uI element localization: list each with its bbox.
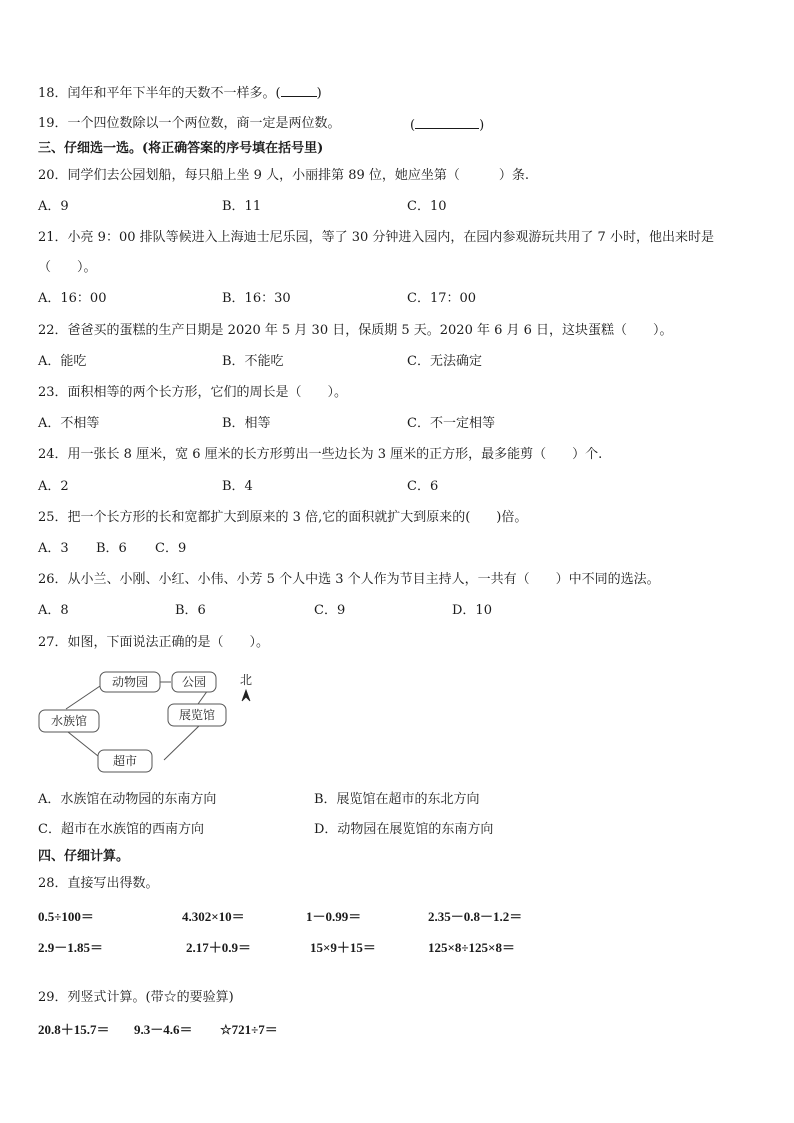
- supermarket-label: 超市: [112, 754, 138, 768]
- question-27: 27．如图，下面说法正确的是（ ）。: [38, 635, 270, 650]
- north-label: 北: [239, 673, 253, 687]
- question-22: 22．爸爸买的蛋糕的生产日期是 2020 年 5 月 30 日，保质期 5 天。2020 年 6 月 6 日，这块蛋糕（ ）。: [38, 323, 673, 338]
- answer-blank[interactable]: [415, 116, 479, 129]
- question-28: 28．直接写出得数。: [38, 876, 159, 891]
- option-a[interactable]: A．2: [38, 479, 69, 494]
- calc-item: 2.17＋0.9＝: [186, 940, 252, 955]
- option-b[interactable]: B．16：30: [222, 291, 291, 306]
- option-b[interactable]: B．11: [222, 199, 262, 214]
- question-21-line-2: （ ）。: [38, 260, 97, 275]
- option-a[interactable]: A．16：00: [38, 291, 107, 306]
- option-a[interactable]: A．能吃: [38, 354, 87, 369]
- answer-blank[interactable]: [281, 84, 317, 97]
- option-c[interactable]: C．9: [314, 603, 346, 618]
- question-19: [38, 116, 341, 132]
- calc-item: 125×8÷125×8＝: [428, 940, 515, 955]
- option-c[interactable]: C．超市在水族馆的西南方向: [38, 822, 204, 837]
- calc-item: 0.5÷100＝: [38, 909, 94, 924]
- question-29: 29．列竖式计算。(带☆的要验算): [38, 990, 234, 1005]
- option-d[interactable]: D．动物园在展览馆的东南方向: [314, 822, 494, 837]
- option-b[interactable]: B．相等: [222, 416, 271, 431]
- question-26: 26．从小兰、小刚、小红、小伟、小芳 5 个人中选 3 个人作为节目主持人，一共有（ ）中不同的选法。: [38, 572, 660, 587]
- option-b[interactable]: B．6: [175, 603, 206, 618]
- calc-item: 1－0.99＝: [306, 909, 362, 924]
- option-c[interactable]: C．6: [407, 479, 439, 494]
- option-c[interactable]: C．不一定相等: [407, 416, 495, 431]
- location-map-diagram: [36, 664, 266, 776]
- option-d[interactable]: D．10: [452, 603, 492, 618]
- option-b[interactable]: B．6: [96, 541, 127, 556]
- question-25: 25．把一个长方形的长和宽都扩大到原来的 3 倍,它的面积就扩大到原来的( )倍。: [38, 510, 528, 525]
- question-19-text: 19．一个四位数除以一个两位数，商一定是两位数。: [38, 116, 341, 131]
- option-c[interactable]: C．10: [407, 199, 447, 214]
- option-a[interactable]: A．9: [38, 199, 69, 214]
- question-19-answer: ( ): [410, 118, 485, 133]
- option-a[interactable]: A．水族馆在动物园的东南方向: [38, 792, 217, 807]
- option-a[interactable]: A．3: [38, 541, 69, 556]
- calc-item: 2.35－0.8－1.2＝: [428, 909, 523, 924]
- option-b[interactable]: B．不能吃: [222, 354, 284, 369]
- connector-supermarket-exhibition: [164, 724, 201, 760]
- question-18-text: 18．闰年和平年下半年的天数不一样多。(: [38, 86, 281, 101]
- option-a[interactable]: A．8: [38, 603, 69, 618]
- section-heading-4: 四、仔细计算。: [38, 849, 130, 864]
- section-heading-3: 三、仔细选一选。(将正确答案的序号填在括号里): [38, 141, 324, 156]
- question-21-line-1: 21．小亮 9：00 排队等候进入上海迪士尼乐园，等了 30 分钟进入园内，在园内参观游玩共用了 7 小时，他出来时是: [38, 230, 714, 245]
- zoo-label: 动物园: [111, 675, 149, 689]
- calc-item: 15×9＋15＝: [310, 940, 376, 955]
- calc-item: 9.3－4.6＝: [134, 1022, 193, 1037]
- north-arrow-icon: [242, 690, 250, 701]
- calc-item: 4.302×10＝: [182, 909, 245, 924]
- question-18: 18．闰年和平年下半年的天数不一样多。( ): [38, 86, 322, 101]
- option-c[interactable]: C．无法确定: [407, 354, 482, 369]
- question-20: 20．同学们去公园划船，每只船上坐 9 人，小丽排第 89 位，她应坐第（ ）条.: [38, 168, 530, 183]
- question-24: 24．用一张长 8 厘米，宽 6 厘米的长方形剪出一些边长为 3 厘米的正方形，最多能剪（ ）个.: [38, 447, 603, 462]
- option-b[interactable]: B．展览馆在超市的东北方向: [314, 792, 480, 807]
- exhibition-label: 展览馆: [178, 708, 216, 722]
- calc-item: 2.9－1.85＝: [38, 940, 104, 955]
- option-b[interactable]: B．4: [222, 479, 253, 494]
- calc-item: ☆721÷7＝: [220, 1022, 278, 1037]
- connector-aquarium-supermarket: [68, 732, 98, 756]
- calc-item: 20.8＋15.7＝: [38, 1022, 110, 1037]
- option-c[interactable]: C．9: [155, 541, 187, 556]
- question-23: 23．面积相等的两个长方形，它们的周长是（ ）。: [38, 385, 348, 400]
- option-a[interactable]: A．不相等: [38, 416, 100, 431]
- aquarium-label: 水族馆: [50, 714, 88, 728]
- option-c[interactable]: C．17：00: [407, 291, 477, 306]
- park-label: 公园: [181, 675, 207, 689]
